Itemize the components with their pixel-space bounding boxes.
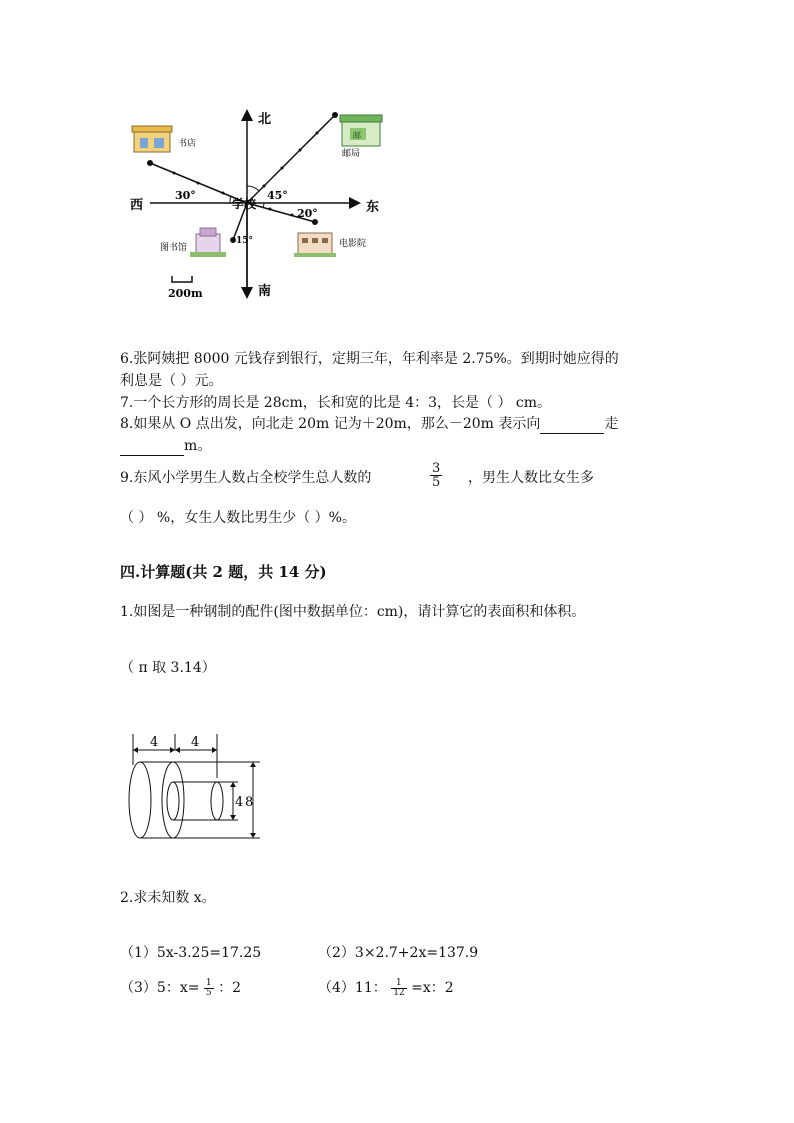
north-label: 北 — [258, 112, 272, 127]
question-9-line-2: （ ） %，女生人数比男生少（ ）%。 — [120, 510, 356, 526]
bookstore-label: 书店 — [178, 139, 197, 149]
ray-post-office — [247, 115, 335, 203]
calc-2-title: 2.求未知数 x。 — [120, 890, 216, 906]
equation-3: （3）5：x= $\frac{1}{5}$ ：2 — [120, 977, 242, 998]
library-label: 图书馆 — [160, 243, 188, 253]
fraction-1-5: $\frac{1}{5}$ — [205, 977, 212, 998]
calc-1-pi-note: （ π 取 3.14） — [120, 660, 216, 676]
answer-blank[interactable] — [540, 419, 604, 434]
equation-1: （1）5x-3.25=17.25 — [120, 945, 262, 961]
cinema-icon — [294, 233, 336, 257]
school-label: 学校 — [232, 197, 257, 211]
post-sign-label: 邮 — [353, 131, 361, 140]
south-label: 南 — [258, 284, 272, 299]
question-9-part-2: ，男生人数比女生多 — [468, 470, 594, 486]
angle-45-label: 45° — [267, 189, 288, 202]
inner-diameter-label: 4 — [235, 795, 244, 810]
east-label: 东 — [366, 200, 380, 215]
question-9-part-1: 9.东风小学男生人数占全校学生总人数的 — [120, 470, 372, 486]
question-6-line-1: 6.张阿姨把 8000 元钱存到银行，定期三年，年利率是 2.75%。到期时她应得的 — [120, 351, 619, 367]
bookstore-icon — [132, 126, 172, 152]
question-8-part-1: 8.如果从 O 点出发，向北走 20m 记为＋20m，那么－20m 表示向 — [120, 416, 541, 432]
outer-diameter-label: 8 — [245, 795, 254, 810]
dim-left-label: 4 — [150, 735, 159, 750]
scale-label: 200m — [168, 287, 203, 300]
calc-1-text: 1.如图是一种钢制的配件(图中数据单位：cm)，请计算它的表面积和体积。 — [120, 604, 586, 620]
equation-4: （4）11： $\frac{1}{12}$ =x：2 — [318, 977, 454, 998]
steel-part-figure — [125, 730, 275, 842]
equation-2: （2）3×2.7+2x=137.9 — [318, 945, 479, 961]
angle-30-label: 30° — [175, 189, 196, 202]
angle-20-label: 20° — [297, 207, 318, 220]
dim-right-label: 4 — [191, 735, 200, 750]
fraction-1-12: $\frac{1}{12}$ — [393, 977, 405, 998]
post-office-label: 邮局 — [342, 149, 361, 159]
question-8-line-2 — [120, 436, 211, 456]
direction-map — [120, 100, 390, 305]
angle-15-label: 15° — [236, 236, 254, 246]
cinema-label: 电影院 — [339, 239, 367, 249]
question-8-part-3: m。 — [184, 438, 212, 454]
question-7: 7.一个长方形的周长是 28cm，长和宽的比是 4：3，长是（ ） cm。 — [120, 395, 552, 411]
question-6-line-2: 利息是（ ）元。 — [120, 373, 223, 389]
answer-blank[interactable] — [120, 441, 184, 456]
fraction-3-5: $\frac{3}{5}$ — [432, 461, 441, 490]
scale-bar — [172, 276, 192, 282]
west-label: 西 — [130, 198, 144, 213]
question-8-line-1 — [120, 414, 618, 434]
section-4-title: 四.计算题(共 2 题，共 14 分) — [120, 563, 327, 581]
library-icon — [190, 228, 226, 257]
post-office-icon — [340, 115, 382, 146]
question-8-part-2: 走 — [604, 416, 619, 432]
